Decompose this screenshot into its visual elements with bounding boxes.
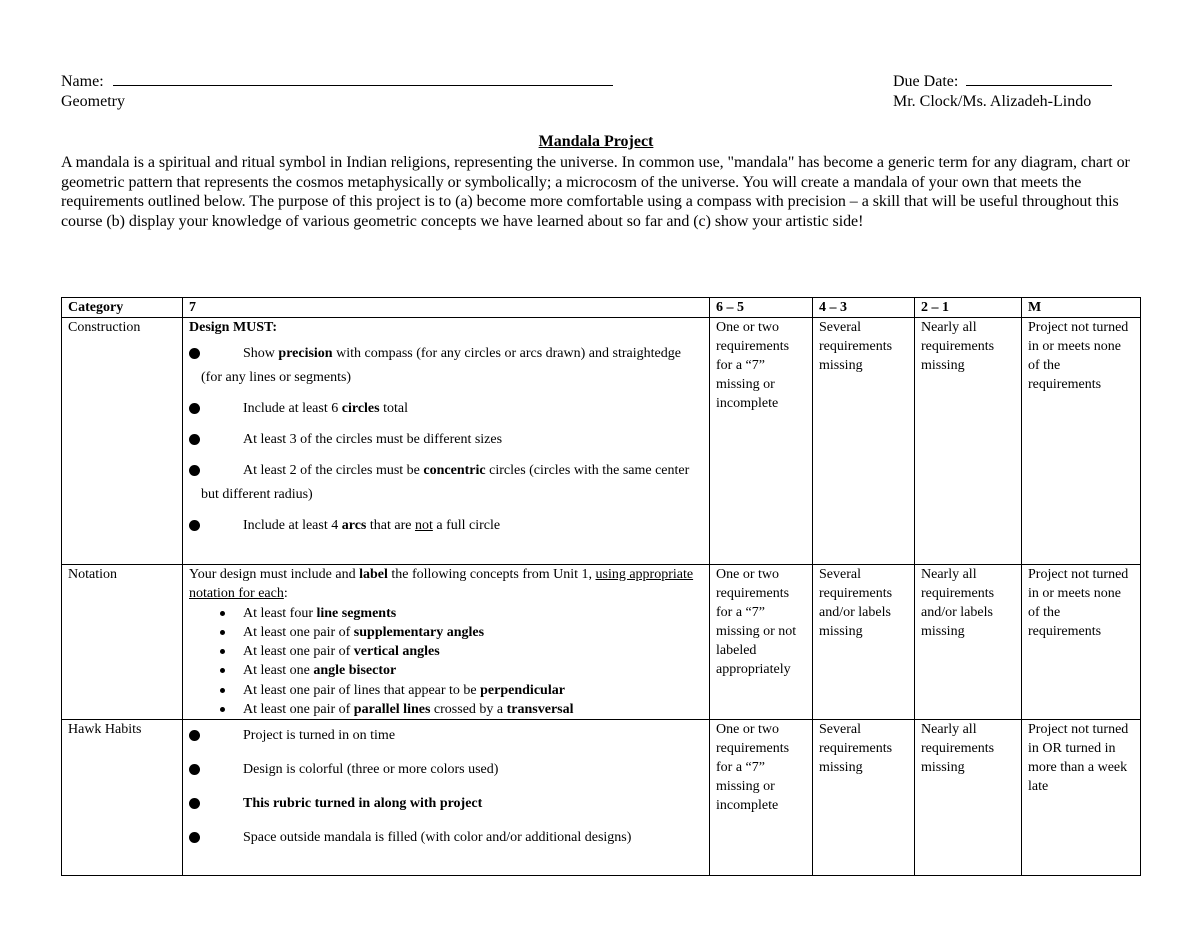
notation-score-2-1: Nearly all requirements and/or labels missing (915, 565, 1022, 720)
category-construction: Construction (62, 318, 183, 565)
list-item: Include at least 4 arcs that are not a full circle (189, 514, 703, 538)
table-header-row (62, 298, 1141, 318)
construction-criteria (183, 318, 710, 565)
bullet-icon (189, 348, 200, 359)
header-score-6-5: 6 – 5 (710, 298, 813, 318)
list-item: At least one pair of vertical angles (189, 642, 703, 661)
list-item: Design is colorful (three or more colors used) (189, 758, 703, 782)
construction-score-4-3: Several requirements missing (813, 318, 915, 565)
bullet-icon (189, 798, 200, 809)
construction-score-m: Project not turned in or meets none of the requirements (1022, 318, 1141, 565)
table-row-hawk-habits (62, 720, 1141, 876)
intro-paragraph: A mandala is a spiritual and ritual symbol in Indian religions, representing the universe. In common use, "mandala" has become a generic term for any diagram, chart or geometric pattern that represents the cosmos metaphysically or symbolically; a microcosm of the universe. You will create a mandala of your own that meets the requirements outlined below. The purpose of this project is to (a) become more comfortable using a compass with precision – a skill that will be useful throughout this course (b) display your knowledge of various geometric concepts we have learned about so far and (c) show your artistic side! (61, 154, 1130, 230)
bullet-icon (189, 465, 200, 476)
list-item: At least one pair of parallel lines crossed by a transversal (189, 700, 703, 719)
construction-score-2-1: Nearly all requirements missing (915, 318, 1022, 565)
construction-score-6-5: One or two requirements for a “7” missing or incomplete (710, 318, 813, 565)
bullet-icon (220, 649, 225, 654)
name-label: Name: (61, 73, 104, 90)
list-item: At least four line segments (189, 604, 703, 623)
due-date-line (893, 71, 1112, 91)
list-item: At least 3 of the circles must be different sizes (189, 428, 703, 452)
teachers-label: Mr. Clock/Ms. Alizadeh-Lindo (893, 93, 1092, 110)
category-hawk-habits: Hawk Habits (62, 720, 183, 876)
notation-score-6-5: One or two requirements for a “7” missing or not labeled appropriately (710, 565, 813, 720)
construction-heading: Design MUST: (189, 320, 278, 335)
rubric-table (61, 297, 1141, 876)
list-item: At least one pair of supplementary angles (189, 623, 703, 642)
notation-criteria (183, 565, 710, 720)
header-score-7: 7 (183, 298, 710, 318)
hawk-score-2-1: Nearly all requirements missing (915, 720, 1022, 876)
hawk-habits-criteria (183, 720, 710, 876)
bullet-icon (220, 611, 225, 616)
hawk-score-6-5: One or two requirements for a “7” missing or incomplete (710, 720, 813, 876)
list-item: At least 2 of the circles must be concentric circles (circles with the same center but different radius) (189, 459, 703, 507)
list-item: At least one pair of lines that appear to be perpendicular (189, 681, 703, 700)
hawk-score-m: Project not turned in OR turned in more than a week late (1022, 720, 1141, 876)
bullet-icon (220, 707, 225, 712)
subject-label: Geometry (61, 93, 125, 110)
bullet-icon (220, 668, 225, 673)
list-item: Space outside mandala is filled (with color and/or additional designs) (189, 826, 703, 850)
list-item: At least one angle bisector (189, 661, 703, 680)
page-title: Mandala Project (538, 133, 654, 150)
bullet-icon (189, 403, 200, 414)
header-category: Category (62, 298, 183, 318)
list-item: Include at least 6 circles total (189, 397, 703, 421)
bullet-icon (189, 730, 200, 741)
header-score-2-1: 2 – 1 (915, 298, 1022, 318)
bullet-icon (220, 688, 225, 693)
name-line (61, 71, 613, 91)
bullet-icon (220, 630, 225, 635)
hawk-score-4-3: Several requirements missing (813, 720, 915, 876)
bullet-icon (189, 832, 200, 843)
name-blank (113, 71, 613, 86)
header-score-m: M (1022, 298, 1141, 318)
header-score-4-3: 4 – 3 (813, 298, 915, 318)
category-notation: Notation (62, 565, 183, 720)
list-item: This rubric turned in along with project (189, 792, 703, 816)
due-date-blank (966, 71, 1112, 86)
due-date-label: Due Date: (893, 73, 959, 90)
table-row-notation (62, 565, 1141, 720)
bullet-icon (189, 520, 200, 531)
bullet-icon (189, 434, 200, 445)
list-item: Project is turned in on time (189, 724, 703, 748)
table-row-construction (62, 318, 1141, 565)
bullet-icon (189, 764, 200, 775)
notation-score-m: Project not turned in or meets none of the requirements (1022, 565, 1141, 720)
notation-intro: Your design must include and label the following concepts from Unit 1, using appropriate notation for each: (189, 567, 694, 602)
notation-score-4-3: Several requirements and/or labels missing (813, 565, 915, 720)
list-item: Show precision with compass (for any circles or arcs drawn) and straightedge (for any lines or segments) (189, 342, 703, 390)
